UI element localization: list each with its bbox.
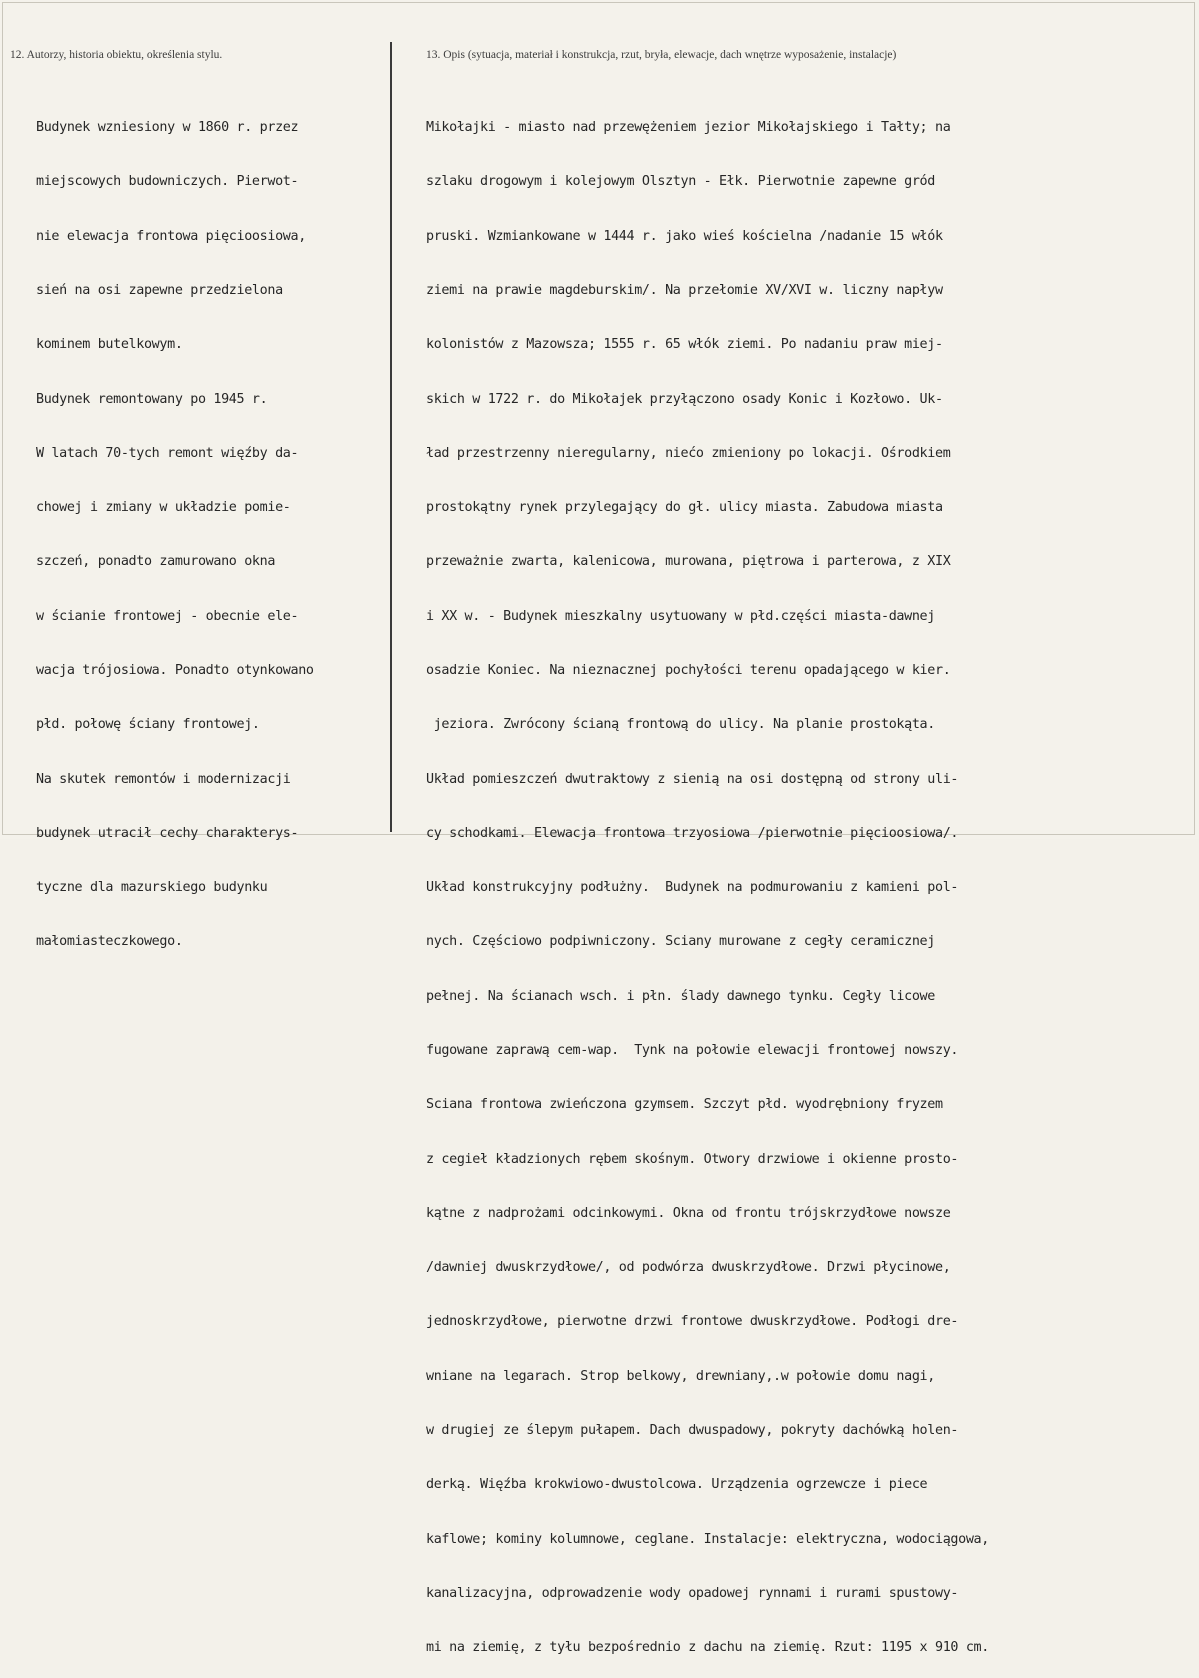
description-line: cy schodkami. Elewacja frontowa trzyosiowa /pierwotnie pięcioosiowa/. [426,825,959,841]
description-line: ziemi na prawie magdeburskim/. Na przełomie XV/XVI w. liczny napływ [426,283,943,299]
description-line: przeważnie zwarta, kalenicowa, murowana, piętrowa i parterowa, z XIX [426,554,951,570]
description-line: nych. Częściowo podpiwniczony. Sciany murowane z cegły ceramicznej [426,934,935,950]
description-line: jeziora. Zwrócony ścianą frontową do ulicy. Na planie prostokąta. [426,717,935,733]
history-line: płd. połowę ściany frontowej. [36,717,260,733]
history-line: tyczne dla mazurskiego budynku [36,880,268,896]
history-line: sień na osi zapewne przedzielona [36,283,283,299]
description-text-block [426,83,989,1678]
description-line: osadzie Koniec. Na nieznacznej pochyłości terenu opadającego w kier. [426,663,951,678]
description-line: pełnej. Na ścianach wsch. i płn. ślady dawnego tynku. Cegły licowe [426,988,935,1004]
description-line: kanalizacyjna, odprowadzenie wody opadowej rynnami i rurami spustowy- [426,1585,959,1601]
description-line: jednoskrzydłowe, pierwotne drzwi frontowe dwuskrzydłowe. Podłogi dre- [426,1314,959,1330]
description-line: kolonistów z Mazowsza; 1555 r. 65 włók ziemi. Po nadaniu praw miej- [426,337,943,353]
history-line: kominem butelkowym. [36,337,183,353]
description-line: Mikołajki - miasto nad przewężeniem jezior Mikołajskiego i Tałty; na [426,120,951,136]
history-line: małomiasteczkowego. [36,934,183,950]
column-divider [390,42,392,832]
description-line: z cegieł kładzionych rębem skośnym. Otwory drzwiowe i okienne prosto- [426,1151,959,1167]
history-line: W latach 70-tych remont więźby da- [36,445,299,461]
description-line: pruski. Wzmiankowane w 1444 r. jako wieś kościelna /nadanie 15 włók [426,228,943,244]
history-line: Budynek remontowany po 1945 r. [36,391,268,407]
history-line: w ścianie frontowej - obecnie ele- [36,608,299,624]
section-12-heading: 12. Autorzy, historia obiektu, określenia stylu. [10,49,223,61]
description-line: szlaku drogowym i kolejowym Olsztyn - Ełk. Pierwotnie zapewne gród [426,174,935,190]
description-line: kątne z nadprożami odcinkowymi. Okna od frontu trójskrzydłowe nowsze [426,1205,951,1221]
description-line: wniane na legarach. Strop belkowy, drewniany,.w połowie domu nagi, [426,1368,935,1384]
section-13-heading: 13. Opis (sytuacja, materiał i konstrukcja, rzut, bryła, elewacje, dach wnętrze wyposażenie, instalacje) [426,49,897,61]
history-line: chowej i zmiany w układzie pomie- [36,500,291,516]
history-line: budynek utracił cechy charakterys- [36,825,299,841]
description-line: w drugiej ze ślepym pułapem. Dach dwuspadowy, pokryty dachówką holen- [426,1422,959,1438]
history-line: miejscowych budowniczych. Pierwot- [36,174,299,190]
history-text-block [36,83,314,988]
history-line: Budynek wzniesiony w 1860 r. przez [36,120,299,136]
history-line: nie elewacja frontowa pięcioosiowa, [36,228,306,244]
description-line: skich w 1722 r. do Mikołajek przyłączono osady Konic i Kozłowo. Uk- [426,391,943,407]
description-line: /dawniej dwuskrzydłowe/, od podwórza dwuskrzydłowe. Drzwi płycinowe, [426,1260,951,1276]
description-line: kaflowe; kominy kolumnowe, ceglane. Instalacje: elektryczna, wodociągowa, [426,1531,989,1547]
description-line: i XX w. - Budynek mieszkalny usytuowany w płd.części miasta-dawnej [426,608,935,624]
description-line: Układ pomieszczeń dwutraktowy z sienią na osi dostępną od strony uli- [426,771,959,787]
description-line: prostokątny rynek przylegający do gł. ulicy miasta. Zabudowa miasta [426,500,943,516]
description-line: Sciana frontowa zwieńczona gzymsem. Szczyt płd. wyodrębniony fryzem [426,1097,943,1113]
history-line: Na skutek remontów i modernizacji [36,771,291,787]
history-line: szczeń, ponadto zamurowano okna [36,554,276,570]
history-line: wacja trójosiowa. Ponadto otynkowano [36,663,314,678]
description-line: fugowane zaprawą cem-wap. Tynk na połowie elewacji frontowej nowszy. [426,1042,959,1058]
description-line: ład przestrzenny nieregularny, niećo zmieniony po lokacji. Ośrodkiem [426,445,951,461]
description-line: derką. Więźba krokwiowo-dwustolcowa. Urządzenia ogrzewcze i piece [426,1477,928,1493]
description-line: Układ konstrukcyjny podłużny. Budynek na podmurowaniu z kamieni pol- [426,880,959,896]
description-line: mi na ziemię, z tyłu bezpośrednio z dachu na ziemię. Rzut: 1195 x 910 cm. [426,1640,989,1656]
